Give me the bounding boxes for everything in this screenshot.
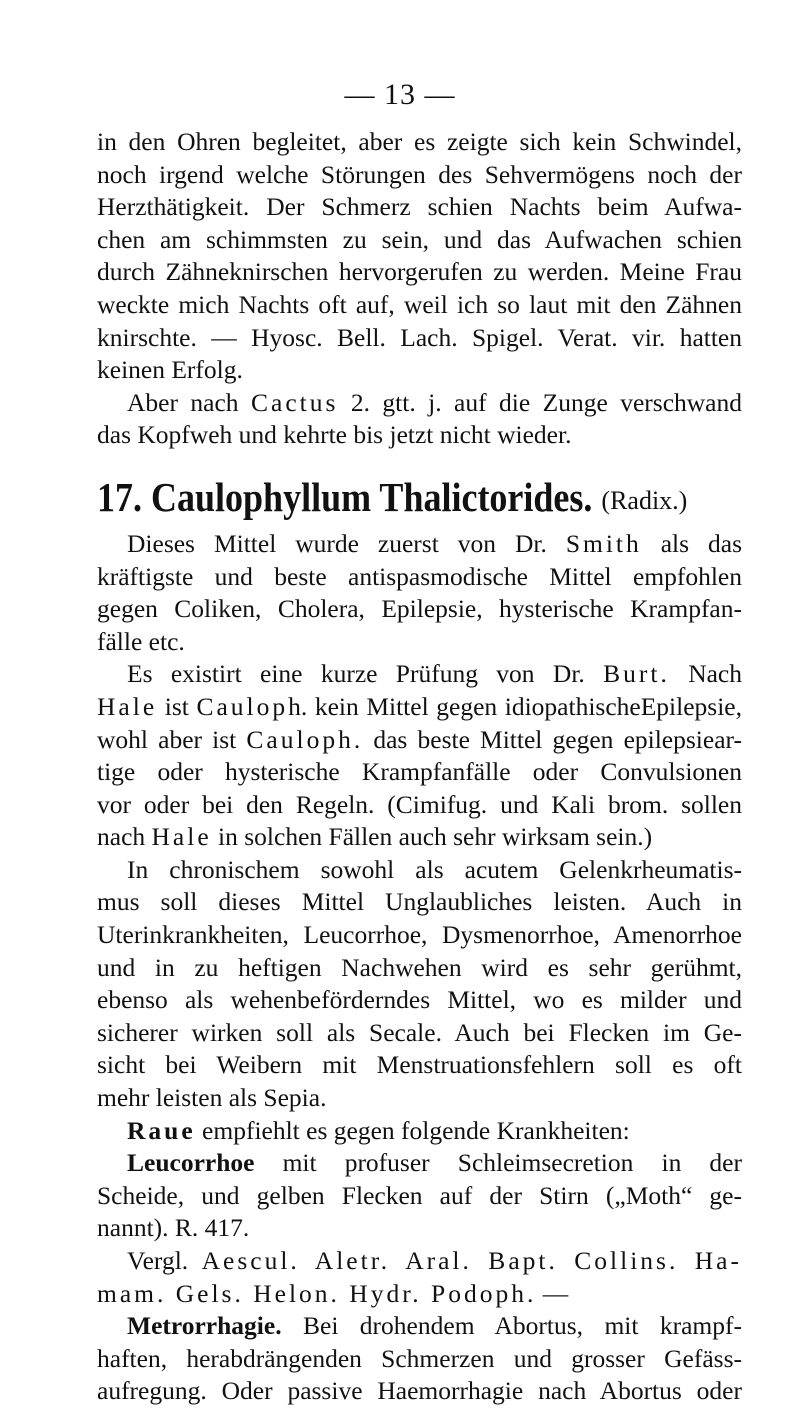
author-name: Hale bbox=[97, 691, 158, 721]
text-line: das Kopfweh und kehrte bis jetzt nicht wieder. bbox=[97, 420, 572, 450]
section-note: (Radix.) bbox=[601, 485, 688, 515]
section-heading bbox=[97, 472, 742, 526]
page-number: — 13 — bbox=[344, 78, 456, 111]
text-line: durch Zähneknirschen hervorgerufen zu werden. Meine Frau bbox=[97, 257, 742, 287]
text-line: fälle etc. bbox=[97, 626, 185, 656]
text-line: vor oder bei den Regeln. (Cimifug. und Kali brom. sollen bbox=[97, 789, 742, 819]
text-line: aufregung. Oder passive Haemorrhagie nach Abortus oder bbox=[97, 1376, 742, 1406]
text-line: nannt). R. 417. bbox=[97, 1213, 250, 1243]
text-line: tige oder hysterische Krampfanfälle oder Convulsionen bbox=[97, 757, 742, 787]
text-line: haften, herabdrängenden Schmerzen und grosser Gefäss- bbox=[97, 1343, 742, 1373]
text-line: gegen Coliken, Cholera, Epilepsie, hysterische Krampfan- bbox=[97, 594, 742, 624]
text-line: weckte mich Nachts oft auf, weil ich so laut mit den Zähnen bbox=[97, 289, 742, 319]
author-name: Smith bbox=[565, 528, 642, 558]
text-line: In chronischem sowohl als acutem Gelenkrheumatis- bbox=[127, 854, 742, 884]
text-line: mehr leisten als Sepia. bbox=[97, 1083, 327, 1113]
text-line: Herzthätigkeit. Der Schmerz schien Nachts beim Aufwa- bbox=[97, 192, 742, 222]
text-line: Dieses Mittel wurde zuerst von Dr. Smith als das bbox=[127, 528, 742, 558]
text-line: Hale ist Cauloph. kein Mittel gegen idiopathischeEpilepsie, bbox=[97, 691, 742, 721]
text-line: sicht bei Weibern mit Menstruationsfehlern soll es oft bbox=[97, 1050, 742, 1080]
text-line: in den Ohren begleitet, aber es zeigte sich kein Schwindel, bbox=[97, 127, 742, 156]
remedy-name: Cactus bbox=[251, 387, 339, 417]
text-line: Vergl. Aescul. Aletr. Aral. Bapt. Collins. Ha- bbox=[127, 1246, 742, 1275]
section-number: 17. bbox=[97, 473, 142, 520]
text-line: knirschte. — Hyosc. Bell. Lach. Spigel. Verat. vir. hatten bbox=[97, 322, 742, 352]
text-line: chen am schimmsten zu sein, und das Aufwachen schien bbox=[97, 224, 742, 254]
text-line: Raue empfiehlt es gegen folgende Krankheiten: bbox=[127, 1115, 630, 1145]
text-line: noch irgend welche Störungen des Sehvermögens noch der bbox=[97, 159, 742, 189]
text-line: kräftigste und beste antispasmodische Mittel empfohlen bbox=[97, 561, 742, 591]
condition-term: Metrorrhagie. bbox=[127, 1311, 282, 1341]
section-title: Caulophyllum Thalictorides. bbox=[151, 473, 593, 520]
text-line: Aber nach Cactus 2. gtt. j. auf die Zunge verschwand bbox=[127, 387, 742, 417]
body-text bbox=[97, 126, 742, 1408]
text-line: sicherer wirken soll als Secale. Auch bei Flecken im Ge- bbox=[97, 1017, 742, 1047]
remedy-list: Aescul. Aletr. Aral. Bapt. Collins. Ha- bbox=[201, 1246, 742, 1275]
text-line: Uterinkrankheiten, Leucorrhoe, Dysmenorrhoe, Amenorrhoe bbox=[97, 920, 742, 950]
condition-term: Leucorrhoe bbox=[127, 1148, 255, 1178]
author-name: Burt. bbox=[603, 659, 670, 689]
text-line: keinen Erfolg. bbox=[97, 355, 243, 385]
text-line: mus soll dieses Mittel Unglaubliches leisten. Auch in bbox=[97, 887, 742, 917]
text-line: wohl aber ist Cauloph. das beste Mittel gegen epilepsiear- bbox=[97, 724, 742, 754]
author-name: Hale bbox=[151, 822, 212, 852]
remedy-name: Cauloph. bbox=[246, 724, 364, 754]
text-line: ebenso als wehenbeförderndes Mittel, wo es milder und bbox=[97, 985, 742, 1015]
remedy-name: Caulop bbox=[196, 691, 289, 721]
author-name: Raue bbox=[127, 1115, 196, 1145]
text-line: Es existirt eine kurze Prüfung von Dr. Burt. Nach bbox=[127, 659, 742, 689]
remedy-list: mam. Gels. Helon. Hydr. Podoph. bbox=[97, 1278, 537, 1308]
text-line: mam. Gels. Helon. Hydr. Podoph. — bbox=[97, 1278, 569, 1308]
text-line: und in zu heftigen Nachwehen wird es sehr gerühmt, bbox=[97, 952, 742, 982]
text-line: Leucorrhoe mit profuser Schleimsecretion in der bbox=[127, 1148, 742, 1178]
text-line: Scheide, und gelben Flecken auf der Stirn („Moth“ ge- bbox=[97, 1180, 742, 1210]
text-line: Metrorrhagie. Bei drohendem Abortus, mit krampf- bbox=[127, 1311, 742, 1341]
text-line: nach Hale in solchen Fällen auch sehr wirksam sein.) bbox=[97, 822, 653, 852]
